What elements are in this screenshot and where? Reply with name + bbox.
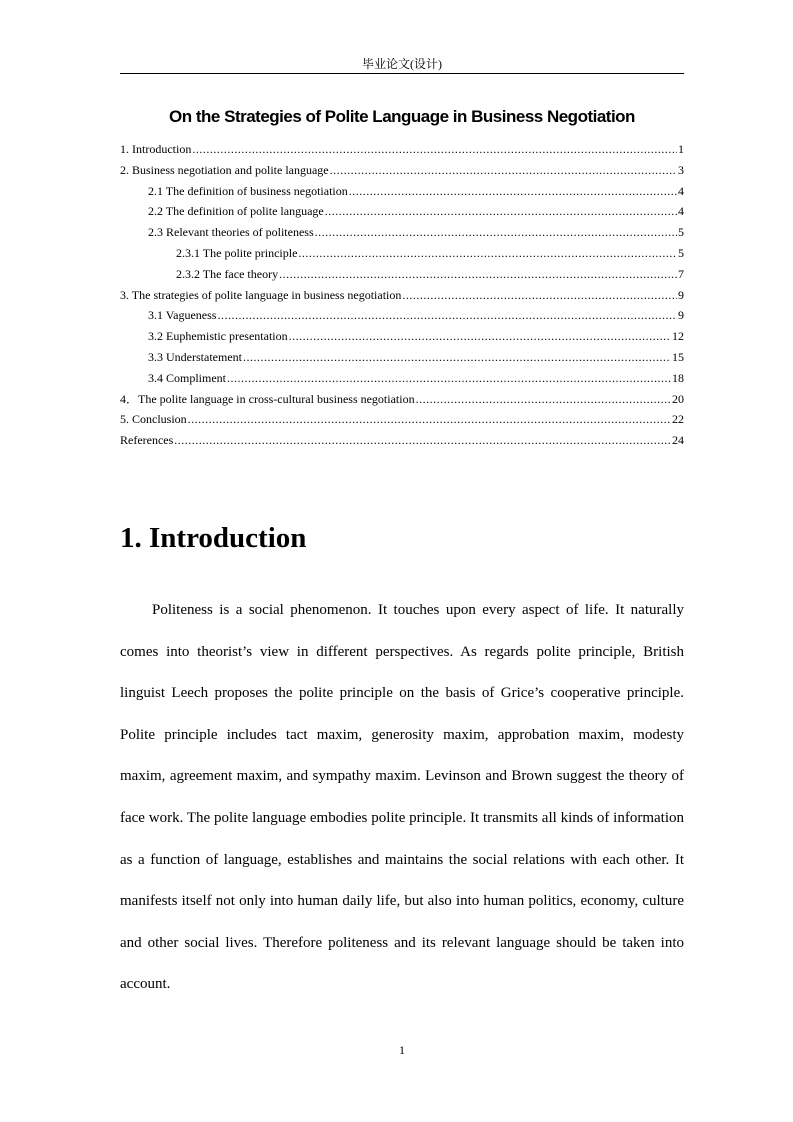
toc-entry-label: 3.3 Understatement: [148, 349, 242, 364]
toc-entry-label: 1. Introduction: [120, 142, 192, 156]
toc-entry-page: 20: [672, 391, 684, 406]
toc-entry[interactable]: [120, 201, 684, 222]
toc-dot-leader: [279, 264, 677, 285]
toc-entry-label: 3. The strategies of polite language in business negotiation: [120, 287, 402, 302]
table-of-contents: [120, 139, 684, 451]
toc-dot-leader: [330, 160, 677, 181]
toc-dot-leader: [325, 201, 677, 222]
toc-entry-page: 7: [678, 266, 684, 281]
toc-entry-label: 2.2 The definition of polite language: [148, 204, 324, 219]
toc-entry-label: 3.1 Vagueness: [148, 308, 217, 323]
toc-entry-label: 3.2 Euphemistic presentation: [148, 329, 288, 344]
toc-entry[interactable]: [120, 326, 684, 347]
header-divider: [120, 73, 684, 74]
toc-entry-label: 4．The polite language in cross-cultural business negotiation: [120, 391, 415, 406]
toc-entry-page: 18: [672, 370, 684, 385]
toc-entry-label: 5. Conclusion: [120, 412, 187, 427]
toc-dot-leader: [188, 409, 671, 430]
toc-entry-label: 2.3.1 The polite principle: [176, 245, 298, 260]
toc-entry[interactable]: [120, 368, 684, 389]
toc-entry[interactable]: [120, 285, 684, 306]
toc-entry-page: 5: [678, 225, 684, 240]
toc-dot-leader: [243, 347, 671, 368]
body-paragraph: Politeness is a social phenomenon. It touches upon every aspect of life. It naturally comes into theorist’s view in different perspectives. As regards polite principle, British linguist Leech proposes the polite principle on the basis of Grice’s cooperative principle. Polite principle includes tact maxim, generosity maxim, approbation maxim, modesty maxim, agreement maxim, and sympathy maxim. Levinson and Brown suggest the theory of face work. The polite language embodies polite principle. It transmits all kinds of information as a function of language, establishes and maintains the social relations with each other. It manifests itself not only into human daily life, but also into human politics, economy, culture and other social lives. Therefore politeness and its relevant language should be taken into account.: [120, 602, 684, 993]
toc-entry-label: References: [120, 433, 174, 448]
section-heading: 1. Introduction: [120, 522, 307, 554]
toc-entry[interactable]: [120, 347, 684, 368]
running-header: 毕业论文(设计): [362, 57, 442, 71]
toc-dot-leader: [192, 139, 677, 160]
toc-entry-page: 22: [672, 412, 684, 427]
toc-entry-page: 4: [678, 183, 684, 198]
toc-entry-page: 12: [672, 329, 684, 344]
toc-entry[interactable]: [120, 430, 684, 451]
toc-dot-leader: [289, 326, 671, 347]
toc-entry[interactable]: [120, 264, 684, 285]
toc-entry-label: 2.1 The definition of business negotiation: [148, 183, 348, 198]
toc-entry-page: 5: [678, 245, 684, 260]
toc-dot-leader: [174, 430, 671, 451]
toc-entry-label: 3.4 Compliment: [148, 370, 226, 385]
toc-entry-page: 3: [678, 162, 684, 177]
toc-entry-page: 4: [678, 204, 684, 219]
toc-entry-page: 15: [672, 349, 684, 364]
toc-entry-page: 24: [672, 433, 684, 448]
toc-entry[interactable]: [120, 139, 684, 160]
toc-dot-leader: [416, 389, 671, 410]
toc-entry-page: 1: [678, 142, 684, 156]
toc-entry[interactable]: [120, 181, 684, 202]
page-number: 1: [399, 1043, 405, 1057]
toc-entry-page: 9: [678, 308, 684, 323]
toc-dot-leader: [349, 181, 677, 202]
toc-entry-label: 2. Business negotiation and polite language: [120, 162, 329, 177]
toc-dot-leader: [315, 222, 677, 243]
toc-entry[interactable]: [120, 160, 684, 181]
toc-entry-page: 9: [678, 287, 684, 302]
toc-entry[interactable]: [120, 409, 684, 430]
toc-entry[interactable]: [120, 305, 684, 326]
toc-entry-label: 2.3 Relevant theories of politeness: [148, 225, 314, 240]
toc-entry[interactable]: [120, 222, 684, 243]
toc-dot-leader: [217, 305, 677, 326]
toc-entry-label: 2.3.2 The face theory: [176, 266, 279, 281]
toc-entry[interactable]: [120, 243, 684, 264]
toc-dot-leader: [402, 285, 677, 306]
document-title: On the Strategies of Polite Language in Business Negotiation: [169, 107, 635, 126]
toc-dot-leader: [298, 243, 677, 264]
toc-dot-leader: [227, 368, 671, 389]
toc-entry[interactable]: [120, 389, 684, 410]
